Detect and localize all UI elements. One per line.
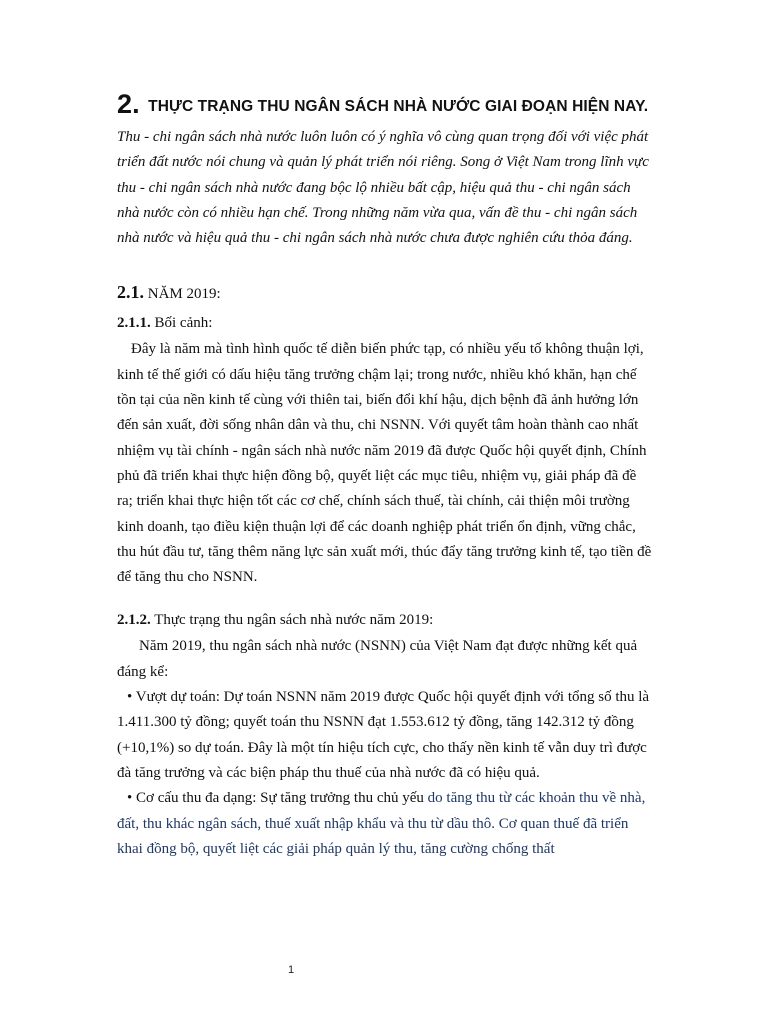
- status-paragraph: Năm 2019, thu ngân sách nhà nước (NSNN) của Việt Nam đạt được những kết quả đáng kể:: [117, 638, 638, 680]
- sub-subsection-heading-status: [117, 608, 652, 633]
- page-content: [117, 89, 652, 862]
- sub-subsection-heading-context: [117, 311, 652, 336]
- bullet-text-highlight: do tăng thu từ các khoản thu về nhà, đất, thu khác ngân sách, thuế xuất nhập khẩu và thu từ dầu thô. Cơ quan thuế đã triển khai đồng bộ, quyết liệt các giải pháp quản lý thu, tăng cường chống thất: [117, 790, 646, 857]
- context-paragraph: Đây là năm mà tình hình quốc tế diễn biến phức tạp, có nhiều yếu tố không thuận lợi, kinh tế thế giới có dấu hiệu tăng trưởng chậm lại; trong nước, nhiều khó khăn, hạn chế tồn tại của nền kinh tế cùng với thiên tai, biến đổi khí hậu, dịch bệnh đã ảnh hưởng lớn đến sản xuất, đời sống nhân dân và thu, chi NSNN. Với quyết tâm hoàn thành cao nhất nhiệm vụ tài chính - ngân sách nhà nước năm 2019 đã được Quốc hội quyết định, Chính phủ đã triển khai thực hiện đồng bộ, quyết liệt các mục tiêu, nhiệm vụ, giải pháp đã đề ra; triển khai thực hiện tốt các cơ chế, chính sách thuế, tài chính, cải thiện môi trường kinh doanh, tạo điều kiện thuận lợi để các doanh nghiệp phát triển ổn định, vững chắc, thu hút đầu tư, tăng thêm năng lực sản xuất mới, thúc đẩy tăng trưởng kinh tế, tạo tiền đề để tăng thu cho NSNN.: [117, 341, 652, 586]
- sub-subsection-title: Bối cảnh:: [154, 315, 213, 332]
- bullet-item: • Vượt dự toán: Dự toán NSNN năm 2019 được Quốc hội quyết định với tổng số thu là 1.411.300 tỷ đồng; quyết toán thu NSNN đạt 1.553.612 tỷ đồng, tăng 142.312 tỷ đồng (+10,1%) so dự toán. Đây là một tín hiệu tích cực, cho thấy nền kinh tế vẫn duy trì được đà tăng trưởng và các biện pháp thu thuế của nhà nước đã có hiệu quả.: [117, 689, 650, 781]
- sub-subsection-number: 2.1.2.: [117, 612, 151, 629]
- sub-subsection-number: 2.1.1.: [117, 315, 151, 332]
- sub-subsection-title: Thực trạng thu ngân sách nhà nước năm 2019:: [154, 612, 434, 629]
- subsection-title: NĂM 2019:: [147, 286, 221, 303]
- intro-paragraph: Thu - chi ngân sách nhà nước luôn luôn có ý nghĩa vô cùng quan trọng đối với việc phát triển đất nước nói chung và quản lý phát triển nói riêng. Song ở Việt Nam trong lĩnh vực thu - chi ngân sách nhà nước đang bộc lộ nhiều bất cập, hiệu quả thu - chi ngân sách nhà nước còn có nhiều hạn chế. Trong những năm vừa qua, vấn đề thu - chi ngân sách nhà nước và hiệu quả thu - chi ngân sách nhà nước chưa được nghiên cứu thỏa đáng.: [117, 129, 649, 247]
- bullet-text: • Cơ cấu thu đa dạng: Sự tăng trưởng thu chủ yếu: [127, 790, 428, 807]
- section-heading: [117, 89, 652, 119]
- heading-title: THỰC TRẠNG THU NGÂN SÁCH NHÀ NƯỚC GIAI ĐOẠN HIỆN NAY.: [148, 98, 649, 115]
- subsection-number: 2.1.: [117, 282, 144, 303]
- bullet-item: [117, 786, 652, 862]
- subsection-heading: [117, 279, 652, 307]
- heading-number: 2.: [117, 89, 140, 119]
- page-number: 1: [288, 964, 295, 976]
